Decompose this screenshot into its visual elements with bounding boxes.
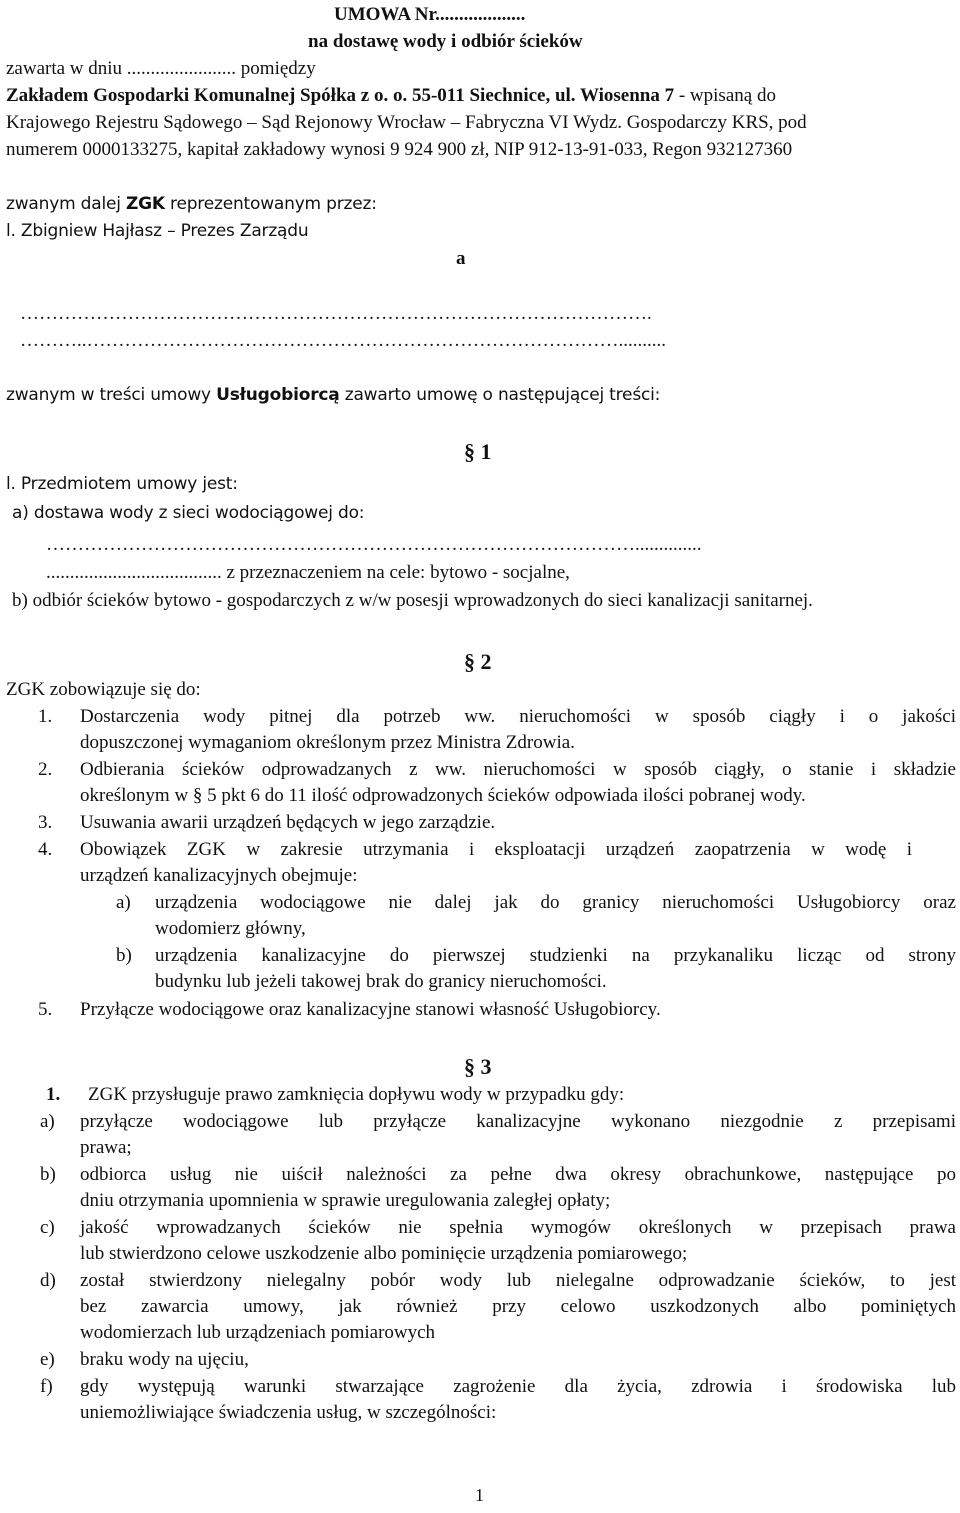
company-name: Zakładem Gospodarki Komunalnej Spółka z o. o. 55-011 Siechnice, ul. Wiosenna 7: [6, 85, 675, 106]
s2-item-4-line-2: urządzeń kanalizacyjnych obejmuje:: [80, 865, 358, 886]
representative: l. Zbigniew Hajłasz – Prezes Zarządu: [6, 221, 309, 241]
s3-item-d-label: d): [40, 1270, 56, 1291]
zgk-prefix: zwanym dalej: [6, 194, 126, 214]
client-suffix: zawarto umowę o następującej treści:: [339, 385, 661, 405]
s2-item-4-line-1: Obowiązek ZGK w zakresie utrzymania i eksploatacji urządzeń zaopatrzenia w wodę i: [80, 839, 912, 860]
s3-item-e-text: braku wody na ujęciu,: [80, 1349, 249, 1370]
section-1-item-b: b) odbiór ścieków bytowo - gospodarczych z w/w posesji wprowadzonych do sieci kanalizacji sanitarnej.: [12, 590, 813, 611]
s3-item-b-line-2: dniu otrzymania upomnienia w sprawie uregulowania zaległej opłaty;: [80, 1190, 611, 1211]
krs-line: Krajowego Rejestru Sądowego – Sąd Rejonowy Wrocław – Fabryczna VI Wydz. Gospodarczy KRS, pod: [6, 112, 807, 133]
s3-item-a-line-2: prawa;: [80, 1137, 132, 1158]
zgk-representation-line: [6, 192, 377, 216]
s3-item-d-line-1: został stwierdzony nielegalny pobór wody lub nielegalne odprowadzanie ścieków, to jest: [80, 1270, 956, 1291]
contract-subtitle: na dostawę wody i odbiór ścieków: [308, 31, 583, 52]
client-name: Usługobiorcą: [216, 385, 340, 405]
s3-item-f-line-2: uniemożliwiające świadczenia usług, w szczególności:: [80, 1402, 497, 1423]
s2-item-2-number: 2.: [38, 759, 53, 780]
s3-item-c-label: c): [40, 1217, 55, 1238]
s2-item-4a-line-2: wodomierz główny,: [155, 918, 306, 939]
page-number: 1: [475, 1485, 484, 1505]
s2-item-3-text: Usuwania awarii urządzeń będących w jego zarządzie.: [80, 812, 496, 833]
s2-item-5-number: 5.: [38, 999, 53, 1020]
contract-title: UMOWA Nr...................: [334, 4, 526, 25]
s3-item-a-label: a): [40, 1111, 55, 1132]
date-line: zawarta w dniu ....................... pomiędzy: [6, 58, 316, 79]
registration-line: numerem 0000133275, kapitał zakładowy wynosi 9 924 900 zł, NIP 912-13-91-033, Regon 932127360: [6, 139, 793, 160]
s3-item-b-label: b): [40, 1164, 56, 1185]
company-line: [6, 84, 776, 108]
section-1-purpose: ..................................... z przeznaczeniem na cele: bytowo - socjalne,: [46, 562, 570, 583]
s3-item-c-line-1: jakość wprowadzanych ścieków nie spełnia wymogów określonych w przepisach prawa: [80, 1217, 956, 1238]
s2-item-4a-line-1: urządzenia wodociągowe nie dalej jak do granicy nieruchomości Usługobiorcy oraz: [155, 892, 956, 913]
s3-item-c-line-2: lub stwierdzono celowe uszkodzenie albo pominięcie urządzenia pomiarowego;: [80, 1243, 688, 1264]
s3-item-a-line-1: przyłącze wodociągowe lub przyłącze kanalizacyjne wykonano niezgodnie z przepisami: [80, 1111, 956, 1132]
s3-intro: ZGK przysługuje prawo zamknięcia dopływu wody w przypadku gdy:: [88, 1084, 625, 1105]
s3-intro-number: 1.: [46, 1084, 61, 1105]
section-2-heading: § 2: [464, 649, 492, 674]
s2-item-5-text: Przyłącze wodociągowe oraz kanalizacyjne stanowi własność Usługobiorcy.: [80, 999, 661, 1020]
s2-item-1-line-1: Dostarczenia wody pitnej dla potrzeb ww. nieruchomości w sposób ciągły i o jakości: [80, 706, 956, 727]
section-1-heading: § 1: [464, 439, 492, 464]
section-1-intro: l. Przedmiotem umowy jest:: [6, 474, 238, 494]
zgk-abbr: ZGK: [125, 194, 165, 214]
client-definition-line: [6, 383, 660, 407]
s3-item-b-line-1: odbiorca usług nie uiścił należności za pełne dwa okresy obrachunkowe, następujące po: [80, 1164, 956, 1185]
s3-item-d-line-2: bez zawarcia umowy, jak również przy celowo uszkodzonych albo pominiętych: [80, 1296, 956, 1317]
s2-item-2-line-1: Odbierania ścieków odprowadzanych z ww. nieruchomości w sposób ciągły, o stanie i składzie: [80, 759, 956, 780]
and-separator: a: [456, 248, 466, 269]
s2-item-3-number: 3.: [38, 812, 53, 833]
section-2-intro: ZGK zobowiązuje się do:: [6, 679, 201, 700]
client-dots-line-1: ……………………………………………………………………………………….: [20, 303, 652, 324]
s3-item-e-label: e): [40, 1349, 55, 1370]
s2-item-4-number: 4.: [38, 839, 53, 860]
s3-item-d-line-3: wodomierzach lub urządzeniach pomiarowych: [80, 1322, 436, 1343]
s2-item-4b-line-2: budynku lub jeżeli takowej brak do granicy nieruchomości.: [155, 971, 607, 992]
zgk-suffix: reprezentowanym przez:: [164, 194, 377, 214]
section-1-address-dots: …………………………………………………………………………………..............: [46, 534, 702, 555]
section-1-item-a: a) dostawa wody z sieci wodociągowej do:: [12, 503, 365, 523]
company-line-rest: - wpisaną do: [674, 85, 776, 106]
s3-item-f-line-1: gdy występują warunki stwarzające zagrożenie dla życia, zdrowia i środowiska lub: [80, 1376, 956, 1397]
s2-item-1-line-2: dopuszczonej wymaganiom określonym przez Ministra Zdrowia.: [80, 732, 575, 753]
s2-item-4b-label: b): [116, 945, 132, 966]
client-prefix: zwanym w treści umowy: [6, 385, 217, 405]
s2-item-1-number: 1.: [38, 706, 53, 727]
s2-item-2-line-2: określonym w § 5 pkt 6 do 11 ilość odprowadzonych ścieków odpowiada ilości pobranej wody.: [80, 785, 806, 806]
client-dots-line-2: ………..…………………………………………………………………………..........: [20, 330, 666, 351]
section-3-heading: § 3: [464, 1054, 492, 1079]
s2-item-4a-label: a): [116, 892, 131, 913]
s3-item-f-label: f): [40, 1376, 53, 1397]
s2-item-4b-line-1: urządzenia kanalizacyjne do pierwszej studzienki na przykanaliku licząc od strony: [155, 945, 956, 966]
